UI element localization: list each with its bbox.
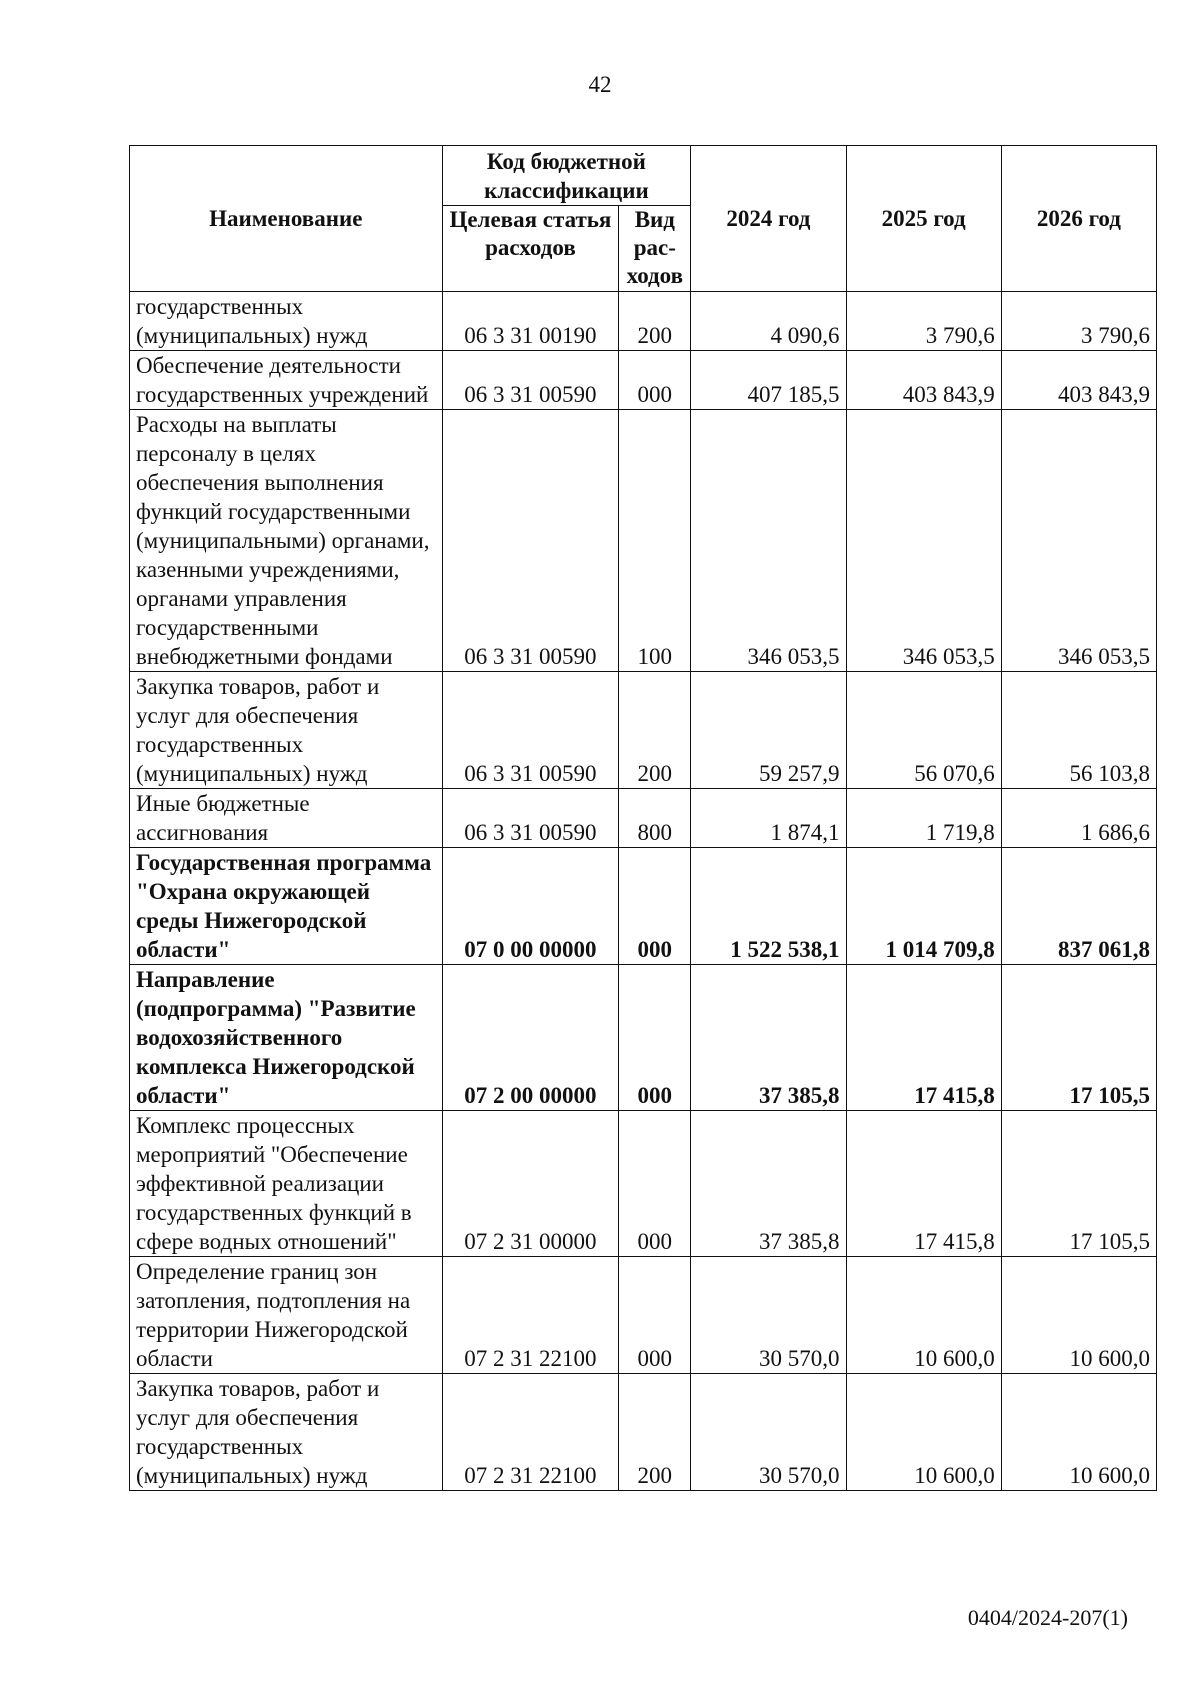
- row-value-2024-cell: 1 522 538,1: [691, 848, 846, 965]
- row-value-2026-cell: 10 600,0: [1001, 1374, 1156, 1491]
- row-expense-type-cell: 000: [619, 351, 691, 410]
- row-target-article-cell: 07 2 00 00000: [442, 965, 619, 1111]
- row-value-2024-cell: 30 570,0: [691, 1257, 846, 1374]
- row-target-article-cell: 06 3 31 00590: [442, 789, 619, 848]
- row-target-article-cell: 06 3 31 00590: [442, 410, 619, 672]
- header-year-2024: 2024 год: [691, 146, 846, 292]
- table-row: [130, 965, 1157, 1111]
- row-value-2025-cell: 17 415,8: [846, 965, 1001, 1111]
- row-value-2024-cell: 30 570,0: [691, 1374, 846, 1491]
- row-value-2026-cell: 17 105,5: [1001, 965, 1156, 1111]
- row-value-2026-cell: 1 686,6: [1001, 789, 1156, 848]
- row-expense-type-cell: 000: [619, 965, 691, 1111]
- row-target-article-cell: 06 3 31 00590: [442, 672, 619, 789]
- header-year-2025: 2025 год: [846, 146, 1001, 292]
- table-row: [130, 351, 1157, 410]
- header-expense-type: Вид рас-ходов: [619, 206, 691, 292]
- row-value-2026-cell: 10 600,0: [1001, 1257, 1156, 1374]
- row-name-cell: Направление (подпрограмма) "Развитие водохозяйственного комплекса Нижегородской области": [130, 965, 443, 1111]
- table-body: [130, 292, 1157, 1491]
- row-expense-type-cell: 200: [619, 292, 691, 351]
- row-target-article-cell: 07 0 00 00000: [442, 848, 619, 965]
- row-name-cell: Закупка товаров, работ и услуг для обеспечения государственных (муниципальных) нужд: [130, 1374, 443, 1491]
- row-name-cell: Иные бюджетные ассигнования: [130, 789, 443, 848]
- table-row: [130, 789, 1157, 848]
- row-expense-type-cell: 000: [619, 848, 691, 965]
- document-code: 0404/2024-207(1): [967, 1605, 1128, 1630]
- row-value-2024-cell: 37 385,8: [691, 965, 846, 1111]
- row-value-2025-cell: 346 053,5: [846, 410, 1001, 672]
- row-value-2025-cell: 17 415,8: [846, 1111, 1001, 1257]
- row-expense-type-cell: 100: [619, 410, 691, 672]
- row-value-2025-cell: 403 843,9: [846, 351, 1001, 410]
- row-target-article-cell: 06 3 31 00590: [442, 351, 619, 410]
- row-value-2025-cell: 3 790,6: [846, 292, 1001, 351]
- row-value-2026-cell: 3 790,6: [1001, 292, 1156, 351]
- table-row: [130, 848, 1157, 965]
- table-row: [130, 292, 1157, 351]
- row-value-2025-cell: 10 600,0: [846, 1374, 1001, 1491]
- table-header: [130, 146, 1157, 292]
- row-target-article-cell: 07 2 31 22100: [442, 1257, 619, 1374]
- row-value-2026-cell: 346 053,5: [1001, 410, 1156, 672]
- header-name: Наименование: [130, 146, 443, 292]
- row-name-cell: Обеспечение деятельности государственных учреждений: [130, 351, 443, 410]
- row-target-article-cell: 06 3 31 00190: [442, 292, 619, 351]
- row-value-2025-cell: 1 719,8: [846, 789, 1001, 848]
- row-value-2025-cell: 1 014 709,8: [846, 848, 1001, 965]
- row-name-cell: Государственная программа "Охрана окружающей среды Нижегородской области": [130, 848, 443, 965]
- row-value-2024-cell: 407 185,5: [691, 351, 846, 410]
- table-row: [130, 1111, 1157, 1257]
- table-row: [130, 672, 1157, 789]
- row-expense-type-cell: 800: [619, 789, 691, 848]
- row-target-article-cell: 07 2 31 00000: [442, 1111, 619, 1257]
- row-expense-type-cell: 000: [619, 1257, 691, 1374]
- row-expense-type-cell: 200: [619, 672, 691, 789]
- table-row: [130, 410, 1157, 672]
- budget-table: [129, 145, 1157, 1491]
- row-value-2026-cell: 837 061,8: [1001, 848, 1156, 965]
- header-year-2026: 2026 год: [1001, 146, 1156, 292]
- row-expense-type-cell: 000: [619, 1111, 691, 1257]
- row-name-cell: Комплекс процессных мероприятий "Обеспечение эффективной реализации государственных функций в сфере водных отношений": [130, 1111, 443, 1257]
- row-value-2024-cell: 37 385,8: [691, 1111, 846, 1257]
- row-value-2026-cell: 56 103,8: [1001, 672, 1156, 789]
- row-value-2024-cell: 1 874,1: [691, 789, 846, 848]
- row-name-cell: государственных (муниципальных) нужд: [130, 292, 443, 351]
- row-name-cell: Закупка товаров, работ и услуг для обеспечения государственных (муниципальных) нужд: [130, 672, 443, 789]
- page-number: 42: [588, 72, 612, 97]
- header-bk-group: Код бюджетной классификации: [442, 146, 691, 206]
- row-expense-type-cell: 200: [619, 1374, 691, 1491]
- row-value-2025-cell: 10 600,0: [846, 1257, 1001, 1374]
- row-name-cell: Расходы на выплаты персоналу в целях обеспечения выполнения функций государственными (муниципальными) органами, казенными учреждениями, органами управления государственными внебюджетными фондами: [130, 410, 443, 672]
- row-target-article-cell: 07 2 31 22100: [442, 1374, 619, 1491]
- table-row: [130, 1374, 1157, 1491]
- row-name-cell: Определение границ зон затопления, подтопления на территории Нижегородской области: [130, 1257, 443, 1374]
- row-value-2026-cell: 403 843,9: [1001, 351, 1156, 410]
- row-value-2024-cell: 346 053,5: [691, 410, 846, 672]
- row-value-2026-cell: 17 105,5: [1001, 1111, 1156, 1257]
- table-row: [130, 1257, 1157, 1374]
- row-value-2025-cell: 56 070,6: [846, 672, 1001, 789]
- header-target-article: Целевая статья расходов: [442, 206, 619, 292]
- row-value-2024-cell: 59 257,9: [691, 672, 846, 789]
- row-value-2024-cell: 4 090,6: [691, 292, 846, 351]
